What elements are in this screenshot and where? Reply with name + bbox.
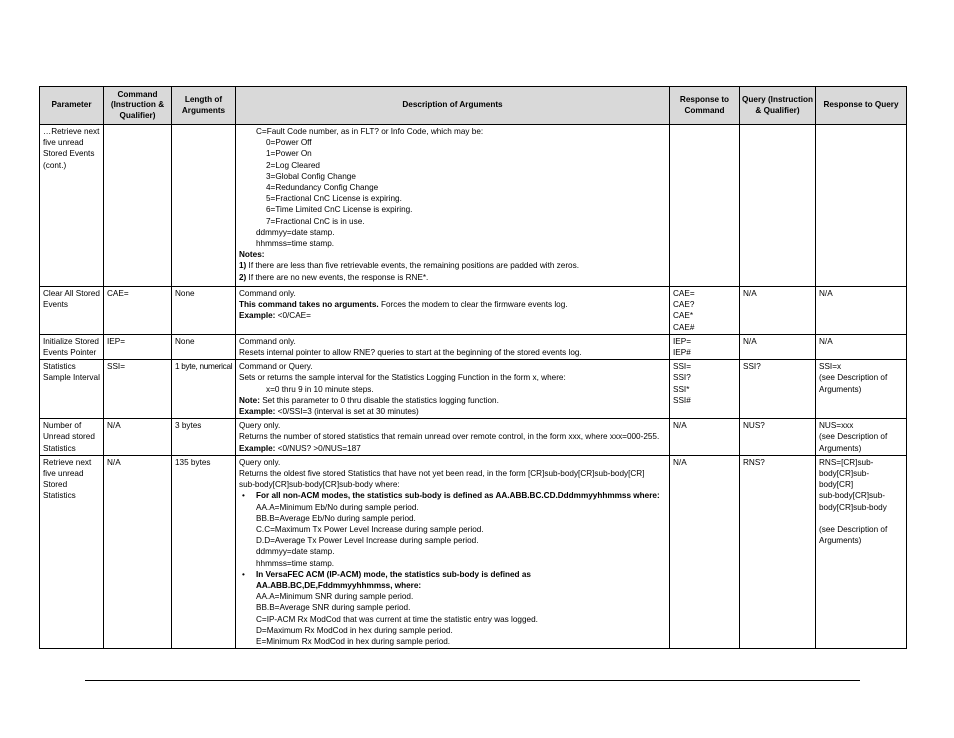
note: Note: Set this parameter to 0 thru disable the statistics logging function. [239, 395, 499, 405]
query-cell: RNS? [740, 455, 816, 648]
response-query-cell: RNS=[CR]sub- body[CR]sub- body[CR] sub-body[CR]sub- body[CR]sub-body (see Description of Arguments) [816, 455, 907, 648]
response-command-cell: IEP= IEP# [670, 334, 740, 359]
code-item: 3=Global Config Change [266, 171, 356, 181]
response-command-cell: CAE= CAE? CAE* CAE# [670, 287, 740, 335]
table-header-row [40, 87, 907, 125]
code-item: 6=Time Limited CnC License is expiring. [266, 205, 413, 215]
description-cell: Query only. Returns the oldest five stored Statistics that have not yet been read, in the form [CR]sub-body[CR]sub-body[CR] sub-body[CR]sub-body[CR]sub-body where: • For all non-ACM modes, the statistics sub-body is defined as AA.ABB.BC.CD.Dddmmyyhhmmss where: AA.A=Minimum Eb/No during sample period. BB.B=Average Eb/No during sample period. C.C=Maximum Tx Power Level Increase during sample period. D.D=Average Tx Power Level Increase during sample period. ddmmyy=date stamp. hhmmss=time stamp. • In VersaFEC ACM (IP-ACM) mode, the statistics sub-body is defined as AA.ABB.BC,DE,Fddmmyyhhmmss, where: AA.A=Minimum SNR during sample period. BB.B=Average SNR during sample period. C=IP-ACM Rx ModCod that was current at time the statistic entry was logged. D=Maximum Rx ModCod in hex during sample period. E=Minimum Rx ModCod in hex during sample period. [236, 455, 670, 648]
table-row [40, 334, 907, 359]
query-cell: N/A [740, 334, 816, 359]
header-command: Command (Instruction & Qualifier) [104, 87, 172, 125]
header-query: Query (Instruction & Qualifier) [740, 87, 816, 125]
notes-label: Notes: [239, 250, 265, 260]
code-item: 1=Power On [266, 149, 312, 159]
code-item: 7=Fractional CnC is in use. [266, 216, 365, 226]
header-response-command: Response to Command [670, 87, 740, 125]
code-item: 2=Log Cleared [266, 160, 320, 170]
description-cell: Command or Query. Sets or returns the sample interval for the Statistics Logging Function in the form x, where: x=0 thru 9 in 10 minute steps. Note: Set this parameter to 0 thru disable the statistics logging function. Example: <0/SSI=3 (interval is set at 30 minutes) [236, 360, 670, 419]
example: Example: <0/CAE= [239, 311, 311, 321]
query-cell: SSI? [740, 360, 816, 419]
response-command-cell: N/A [670, 455, 740, 648]
code-intro: C=Fault Code number, as in FLT? or Info Code, which may be: [256, 127, 484, 136]
table-row [40, 360, 907, 419]
table-row [40, 419, 907, 456]
table-row [40, 455, 907, 648]
header-response-query: Response to Query [816, 87, 907, 125]
parameters-table [39, 86, 907, 649]
command-cell: SSI= [104, 360, 172, 419]
table-row [40, 287, 907, 335]
bullet-acm: • In VersaFEC ACM (IP-ACM) mode, the statistics sub-body is defined as AA.ABB.BC,DE,Fddmmyyhhmmss, where: [239, 569, 666, 591]
table-row [40, 125, 907, 287]
parameter-cell: Number of Unread stored Statistics [40, 419, 104, 456]
length-cell: 1 byte, numerical [172, 360, 236, 419]
parameter-cell: Statistics Sample Interval [40, 360, 104, 419]
parameter-cell: …Retrieve next five unread Stored Events (cont.) [40, 125, 104, 287]
response-query-cell: NUS=xxx (see Description of Arguments) [816, 419, 907, 456]
length-cell: 3 bytes [172, 419, 236, 456]
description-cell: Query only. Returns the number of stored statistics that remain unread over remote control, in the form xxx, where xxx=000-255. Example: <0/NUS? >0/NUS=187 [236, 419, 670, 456]
response-command-cell [670, 125, 740, 287]
command-cell: N/A [104, 419, 172, 456]
example: Example: <0/NUS? >0/NUS=187 [239, 443, 361, 453]
length-cell [172, 125, 236, 287]
description-cell: Command only. Resets internal pointer to allow RNE? queries to start at the beginning of the stored events log. [236, 334, 670, 359]
parameter-cell: Retrieve next five unread Stored Statistics [40, 455, 104, 648]
command-cell: CAE= [104, 287, 172, 335]
response-query-cell: SSI=x (see Description of Arguments) [816, 360, 907, 419]
code-item: 5=Fractional CnC License is expiring. [266, 194, 402, 204]
command-cell: N/A [104, 455, 172, 648]
response-command-cell: SSI= SSI? SSI* SSI# [670, 360, 740, 419]
parameter-cell: Initialize Stored Events Pointer [40, 334, 104, 359]
time-stamp: hhmmss=time stamp. [256, 239, 335, 249]
parameter-cell: Clear All Stored Events [40, 287, 104, 335]
length-cell: None [172, 334, 236, 359]
description-cell [236, 125, 670, 287]
length-cell: None [172, 287, 236, 335]
code-item: 0=Power Off [266, 138, 312, 148]
response-query-cell [816, 125, 907, 287]
note-1: 1) If there are less than five retrievable events, the remaining positions are padded with zeros. [239, 261, 579, 271]
response-query-cell: N/A [816, 334, 907, 359]
header-length: Length of Arguments [172, 87, 236, 125]
note-2: 2) If there are no new events, the response is RNE*. [239, 272, 429, 282]
length-cell: 135 bytes [172, 455, 236, 648]
date-stamp: ddmmyy=date stamp. [256, 227, 335, 237]
example: Example: <0/SSI=3 (interval is set at 30 minutes) [239, 407, 419, 417]
command-cell [104, 125, 172, 287]
header-description: Description of Arguments [236, 87, 670, 125]
header-parameter: Parameter [40, 87, 104, 125]
query-cell: N/A [740, 287, 816, 335]
query-cell [740, 125, 816, 287]
command-cell: IEP= [104, 334, 172, 359]
response-command-cell: N/A [670, 419, 740, 456]
response-query-cell: N/A [816, 287, 907, 335]
description-cell: Command only. This command takes no arguments. Forces the modem to clear the firmware events log. Example: <0/CAE= [236, 287, 670, 335]
footer-divider [85, 680, 860, 681]
bullet-non-acm: • For all non-ACM modes, the statistics sub-body is defined as AA.ABB.BC.CD.Dddmmyyhhmmss where: [239, 490, 666, 501]
code-item: 4=Redundancy Config Change [266, 183, 379, 193]
query-cell: NUS? [740, 419, 816, 456]
